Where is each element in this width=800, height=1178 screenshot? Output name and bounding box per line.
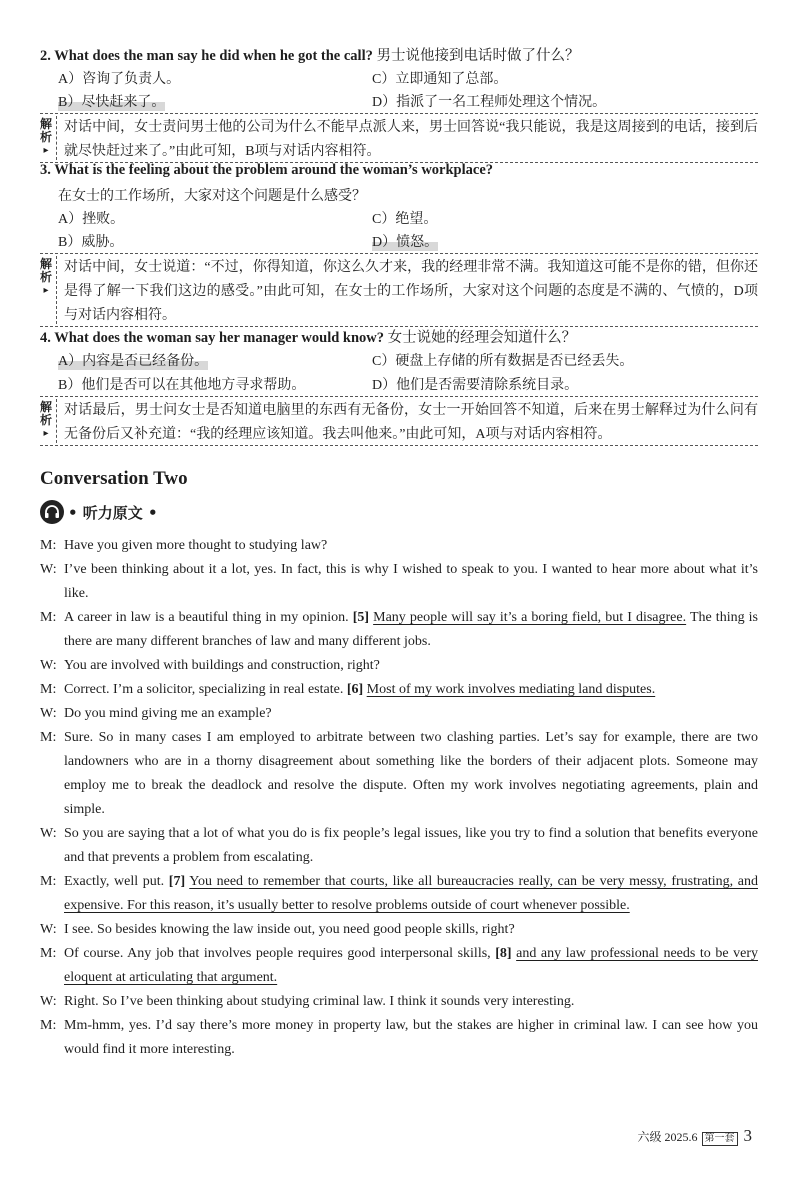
dialogue-line <box>40 678 758 702</box>
q2-option-d: D）指派了一名工程师处理这个情况。 <box>372 95 607 110</box>
question-3-title: 3. What is the feeling about the problem around the woman’s workplace? <box>40 162 494 178</box>
q2-analysis-box <box>40 113 758 163</box>
speaker-label: W: <box>40 922 57 937</box>
speaker-label: W: <box>40 658 57 673</box>
dialogue-text <box>64 606 758 654</box>
dialogue-text <box>64 678 758 702</box>
key-sentence: and any law professional needs to be very eloquent at articulating that argument. <box>64 946 759 985</box>
dialogue-line <box>40 606 758 654</box>
dialogue-line <box>40 654 758 678</box>
speaker-label: M: <box>40 682 57 697</box>
dialogue-line <box>40 702 758 726</box>
q2-option-b: B）尽快赶来了。 <box>58 91 165 111</box>
q3-option-b: B）威胁。 <box>58 235 124 250</box>
q4-analysis-box <box>40 396 758 446</box>
page-number: 3 <box>743 1126 752 1145</box>
speaker-label: M: <box>40 730 57 745</box>
q4-option-a: A）内容是否已经备份。 <box>58 350 208 370</box>
dialogue-text-pre: Exactly, well put. <box>64 874 169 889</box>
question-2-title: 2. What does the man say he did when he got the call? 男士说他接到电话时做了什么？ <box>40 48 580 64</box>
speaker-label: M: <box>40 946 57 961</box>
speaker-label: W: <box>40 826 57 841</box>
dialogue-text: Right. So I’ve been thinking about studying criminal law. I think it sounds very interesting. <box>64 994 575 1009</box>
q3-option-c: C）绝望。 <box>372 212 438 227</box>
script-header <box>40 500 158 524</box>
speaker-label: W: <box>40 994 57 1009</box>
question-marker: [6] <box>346 682 364 697</box>
q2-analysis-text: 对话中间，女士责问男士他的公司为什么不能早点派人来，男士回答说“我只能说，我是这周接到的电话，接到后就尽快赶过来了。”由此可知，B项与对话内容相符。 <box>64 120 758 159</box>
dialogue-text <box>64 942 758 990</box>
question-marker: [7] <box>168 874 186 889</box>
dialogue-text-pre: Of course. Any job that involves people requires good interpersonal skills, <box>64 946 496 961</box>
question-4-title: 4. What does the woman say her manager would know? 女士说她的经理会知道什么？ <box>40 330 577 346</box>
dialogue-line <box>40 534 758 558</box>
dialogue-line <box>40 822 758 870</box>
footer-set-badge: 第一套 <box>702 1132 738 1146</box>
speaker-label: W: <box>40 706 57 721</box>
q2-option-c: C）立即通知了总部。 <box>372 72 508 87</box>
dialogue-line <box>40 726 758 822</box>
q4-option-c: C）硬盘上存储的所有数据是否已经丢失。 <box>372 354 634 369</box>
q4-option-b: B）他们是否可以在其他地方寻求帮助。 <box>58 378 306 393</box>
dialogue-line <box>40 990 758 1014</box>
section-title: Conversation Two <box>40 468 188 489</box>
key-sentence: You need to remember that courts, like all bureaucracies really, can be very messy, frustrating, and expensive. For this reason, it’s usually better to resolve problems outside of court whenever possible. <box>64 874 759 913</box>
speaker-label: M: <box>40 874 57 889</box>
question-marker: [5] <box>352 610 370 625</box>
dialogue-line <box>40 870 758 918</box>
script-label: • 听力原文 • <box>68 503 158 522</box>
dialogue-text: You are involved with buildings and construction, right? <box>64 658 380 673</box>
question-marker: [8] <box>495 946 512 961</box>
analysis-tag: 解析 ▸ <box>39 117 52 156</box>
dialogue-line <box>40 918 758 942</box>
q3-option-a: A）挫败。 <box>58 212 125 227</box>
q3-analysis-text: 对话中间，女士说道：“不过，你得知道，你这么久才来，我的经理非常不满。我知道这可能不是你的错，但你还是得了解一下我们这边的感受。”由此可知，在女士的工作场所，大家对这个问题的态度是不满的、气愤的，D项与对话内容相符。 <box>64 260 758 323</box>
dialogue-text-post: The thing is there are many different branches of law and many different jobs. <box>64 610 759 649</box>
dialogue-line <box>40 942 758 990</box>
dialogue-text: Have you given more thought to studying law? <box>64 538 328 553</box>
analysis-tag: 解析 ▸ <box>39 400 52 439</box>
speaker-label: M: <box>40 1018 57 1033</box>
q4-option-d: D）他们是否需要清除系统目录。 <box>372 378 579 393</box>
question-3-subtitle: 在女士的工作场所，大家对这个问题是什么感受？ <box>58 189 366 204</box>
key-sentence: Most of my work involves mediating land disputes. <box>366 682 656 697</box>
dialogue-text: Do you mind giving me an example? <box>64 706 272 721</box>
page-footer <box>637 1126 752 1146</box>
dialogue-line <box>40 558 758 606</box>
dialogue-text: Sure. So in many cases I am employed to arbitrate between two clashing parties. Let’s say for example, there are two landowners who are in a thorny disagreement about something like the borders of their adjacent plots. Someone may employ me to break the deadlock and resolve the dispute. Often my work involves negotiating agreements, plain and simple. <box>64 730 758 817</box>
dialogue-text-pre: A career in law is a beautiful thing in my opinion. <box>64 610 353 625</box>
key-sentence: Many people will say it’s a boring field, but I disagree. <box>373 610 687 625</box>
headphone-icon <box>40 500 64 524</box>
speaker-label: W: <box>40 562 57 577</box>
dialogue-text: I see. So besides knowing the law inside out, you need good people skills, right? <box>64 922 515 937</box>
dialogue-text: I’ve been thinking about it a lot, yes. In fact, this is why I wished to speak to you. I wanted to hear more about what it’s like. <box>64 562 758 601</box>
dialogue-text-pre: Correct. I’m a solicitor, specializing in real estate. <box>64 682 347 697</box>
dialogue-text: So you are saying that a lot of what you do is fix people’s legal issues, like you try to find a solution that benefits everyone and that prevents a problem from escalating. <box>64 826 758 865</box>
q3-analysis-box <box>40 253 758 327</box>
analysis-tag: 解析 ▸ <box>39 257 52 296</box>
footer-exam: 六级 2025.6 <box>637 1130 698 1144</box>
dialogue-text: Mm-hmm, yes. I’d say there’s more money in property law, but the stakes are higher in criminal law. I can see how you would find it more interesting. <box>64 1018 758 1057</box>
dialogue-line <box>40 1014 758 1062</box>
q2-option-a: A）咨询了负责人。 <box>58 72 181 87</box>
q4-analysis-text: 对话最后，男士问女士是否知道电脑里的东西有无备份，女士一开始回答不知道，后来在男士解释过为什么问有无备份后又补充道：“我的经理应该知道。我去叫他来。”由此可知，A项与对话内容相符。 <box>64 403 758 442</box>
speaker-label: M: <box>40 538 57 553</box>
q3-option-d: D）愤怒。 <box>372 231 438 251</box>
speaker-label: M: <box>40 610 57 625</box>
dialogue-text <box>64 870 758 918</box>
